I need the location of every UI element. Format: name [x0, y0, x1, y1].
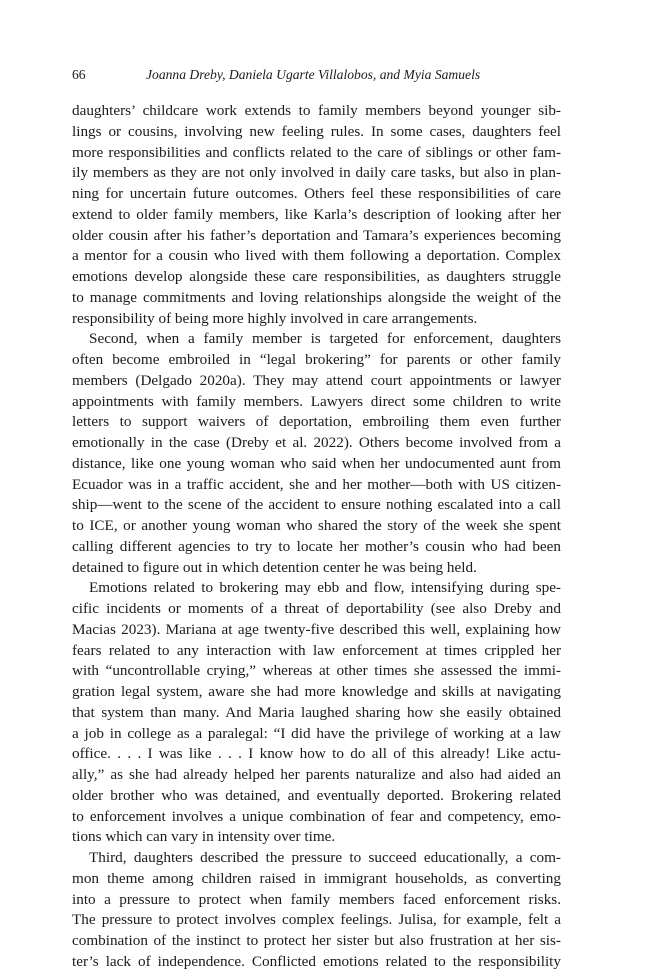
paragraph	[72, 101, 561, 329]
text-line: Second, when a family member is targeted for enforcement, daughters	[89, 330, 561, 348]
text-line: gration legal system, aware she had more knowledge and skills at navigating	[72, 683, 561, 700]
text-line: office. . . . I was like . . . I know how to do all of this already! Like actu-	[72, 745, 561, 763]
text-line: members (Delgado 2020a). They may attend court appointments or lawyer	[72, 371, 561, 389]
text-line: ter’s lack of independence. Conflicted emotions related to the responsibility	[72, 952, 561, 970]
paragraph	[72, 578, 561, 848]
text-line: cific incidents or moments of a threat of deportability (see also Dreby and	[72, 600, 561, 617]
text-line: responsibility of being more highly involved in care arrangements.	[72, 309, 478, 327]
text-line: older brother who was detained, and eventually deported. Brokering related	[72, 786, 561, 804]
text-line: a mentor for a cousin who lived with them following a deportation. Complex	[72, 247, 561, 265]
text-line: mon theme among children raised in immigrant households, as converting	[72, 869, 561, 887]
text-line: ally,” as she had already helped her parents naturalize and also had aided an	[72, 766, 561, 783]
running-title: Joanna Dreby, Daniela Ugarte Villalobos, and Myia Samuels	[146, 67, 481, 82]
text-line: Emotions related to brokering may ebb and flow, intensifying during spe-	[89, 579, 561, 597]
text-line: ning for uncertain future outcomes. Others feel these responsibilities of care	[72, 185, 561, 202]
paragraph	[72, 329, 561, 578]
text-line: emotions develop alongside these care responsibilities, as daughters struggle	[72, 268, 561, 285]
text-line: daughters’ childcare work extends to family members beyond younger sib-	[72, 102, 561, 119]
text-line: Third, daughters described the pressure to succeed educationally, a com-	[89, 849, 561, 866]
text-line: ship—went to the scene of the accident to ensure nothing escalated into a call	[72, 496, 561, 514]
body-text	[72, 101, 561, 973]
text-line: letters to support waivers of deportation, embroiling them even further	[72, 413, 561, 431]
paragraph	[72, 848, 561, 973]
text-line: Ecuador was in a traffic accident, she and her mother—both with US citizen-	[72, 475, 561, 493]
text-line: tions which can vary in intensity over time.	[72, 828, 336, 846]
text-line: to enforcement involves a unique combination of fear and competency, emo-	[72, 807, 561, 825]
text-line: emotionally in the case (Dreby et al. 2022). Others become involved from a	[72, 434, 561, 451]
text-line: often become embroiled in “legal brokering” for parents or other family	[72, 351, 561, 368]
text-line: to ICE, or another young woman who shared the story of the week she spent	[72, 517, 561, 534]
text-line: appointments with family members. Lawyers direct some children to write	[72, 392, 561, 410]
text-line: older cousin after his father’s deportation and Tamara’s experiences becoming	[72, 226, 561, 244]
text-line: lings or cousins, involving new feeling rules. In some cases, daughters feel	[72, 122, 561, 140]
text-line: that system than many. And Maria laughed sharing how she easily obtained	[72, 703, 561, 721]
text-line: combination of the instinct to protect her sister but also frustration at her sis-	[72, 932, 561, 949]
text-line: detained to figure out in which detention center he was being held.	[72, 558, 477, 576]
text-line: The pressure to protect involves complex feelings. Julisa, for example, felt a	[72, 911, 561, 929]
text-line: distance, like one young woman who said when her undocumented aunt from	[72, 454, 561, 472]
text-line: to manage commitments and loving relationships alongside the weight of the	[72, 288, 561, 306]
page-number: 66	[72, 67, 86, 82]
text-line: Macias 2023). Mariana at age twenty-five described this well, explaining how	[72, 620, 561, 638]
text-line: a job in college as a paralegal: “I did have the privilege of working at a law	[72, 724, 561, 742]
text-line: more responsibilities and conflicts related to the care of siblings or other fam-	[72, 143, 561, 161]
text-line: into a pressure to protect when family members faced enforcement risks.	[72, 890, 561, 908]
text-line: fears related to any interaction with law enforcement at times crippled her	[72, 641, 561, 659]
text-line: calling different agencies to try to locate her mother’s cousin who had been	[72, 537, 561, 555]
text-line: ily members as they are not only involved in daily care tasks, but also in plan-	[72, 164, 561, 182]
text-line: with “uncontrollable crying,” whereas at other times she assessed the immi-	[72, 662, 561, 680]
text-line: extend to older family members, like Karla’s description of looking after her	[72, 205, 561, 223]
running-head	[72, 66, 592, 84]
